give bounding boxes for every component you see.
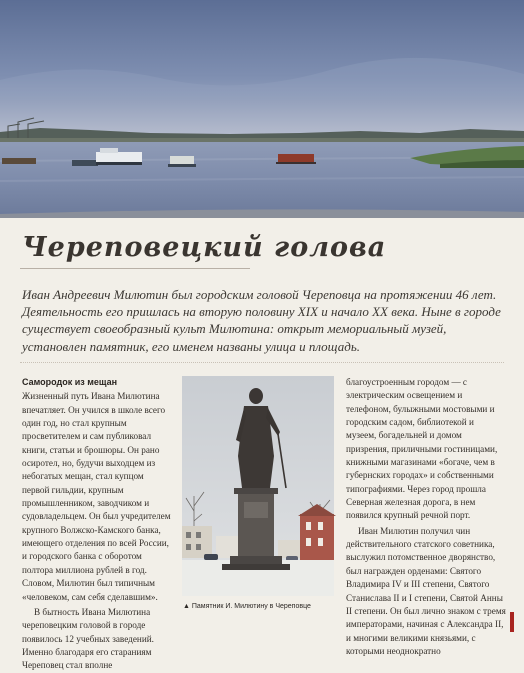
- article-lead: Иван Андреевич Милютин был городским головой Череповца на протяжении 46 лет. Деятельность его пришлась на вторую половину XIX и начало XX века. Ныне в городе существует своеобразный культ Милютина: открыт мемориальный музей, установлен памятник, его именем названы улица и площадь.: [22, 287, 501, 354]
- paragraph: В бытность Ивана Милютина череповецким головой в городе появилось 12 учебных заведений. Именно благодаря его стараниям Череповец стал вполне: [22, 606, 154, 671]
- article-title: Череповецкий голова: [22, 232, 387, 263]
- section-subheading: Самородок из мещан: [22, 377, 118, 387]
- monument-photo: [182, 376, 334, 596]
- title-underline: [20, 268, 250, 269]
- paragraph: Иван Милютин получил чин действительного статского советника, выслужил потомственное дворянство, был награжден орденами: Святого Владимира IV и III степени, Святого Станислава II и I степени, Святой Анны II степени. Он был лично знаком с тремя императорами, начиная с Александра II, и многими великими князьями, с которыми неоднократно: [346, 525, 506, 656]
- page-edge-marker: [510, 612, 514, 632]
- photo-caption: ▲ Памятник И. Милютину в Череповце: [183, 603, 311, 610]
- column-right: [346, 376, 506, 658]
- hero-river-photo: [0, 0, 524, 218]
- paragraph: благоустроенным городом — с электрическим освещением и телефоном, булыжными мостовыми и городским садом, библиотекой и музеем, богадельней и домом призрения, приличными гостиницами, книжными магазинами «богаче, чем в губернских городах» и собственными типографиями. Через город прошла Северная железная дорога, в нем появился крупный речной порт.: [346, 377, 498, 521]
- section-divider: [20, 362, 504, 363]
- monument-image: [182, 376, 334, 596]
- column-left: [22, 376, 172, 673]
- paragraph: Жизненный путь Ивана Милютина впечатляет. Он учился в школе всего один год, но стал крупным просветителем и сам публиковал книги, статьи и брошюры. Он рано осиротел, но, будучи выходцем из небогатых мещан, стал купцом первой гильдии, крупным промышленником, заводчиком и судовладельцем. Он был учредителем крупного Волжско-Камского банка, имеющего отделения по всей России, и городского банка с оборотом полтора миллиона рублей в год. Словом, Милютин был типичным «человеком, сам себя сделавшим».: [22, 391, 171, 602]
- river-landscape-image: [0, 0, 524, 218]
